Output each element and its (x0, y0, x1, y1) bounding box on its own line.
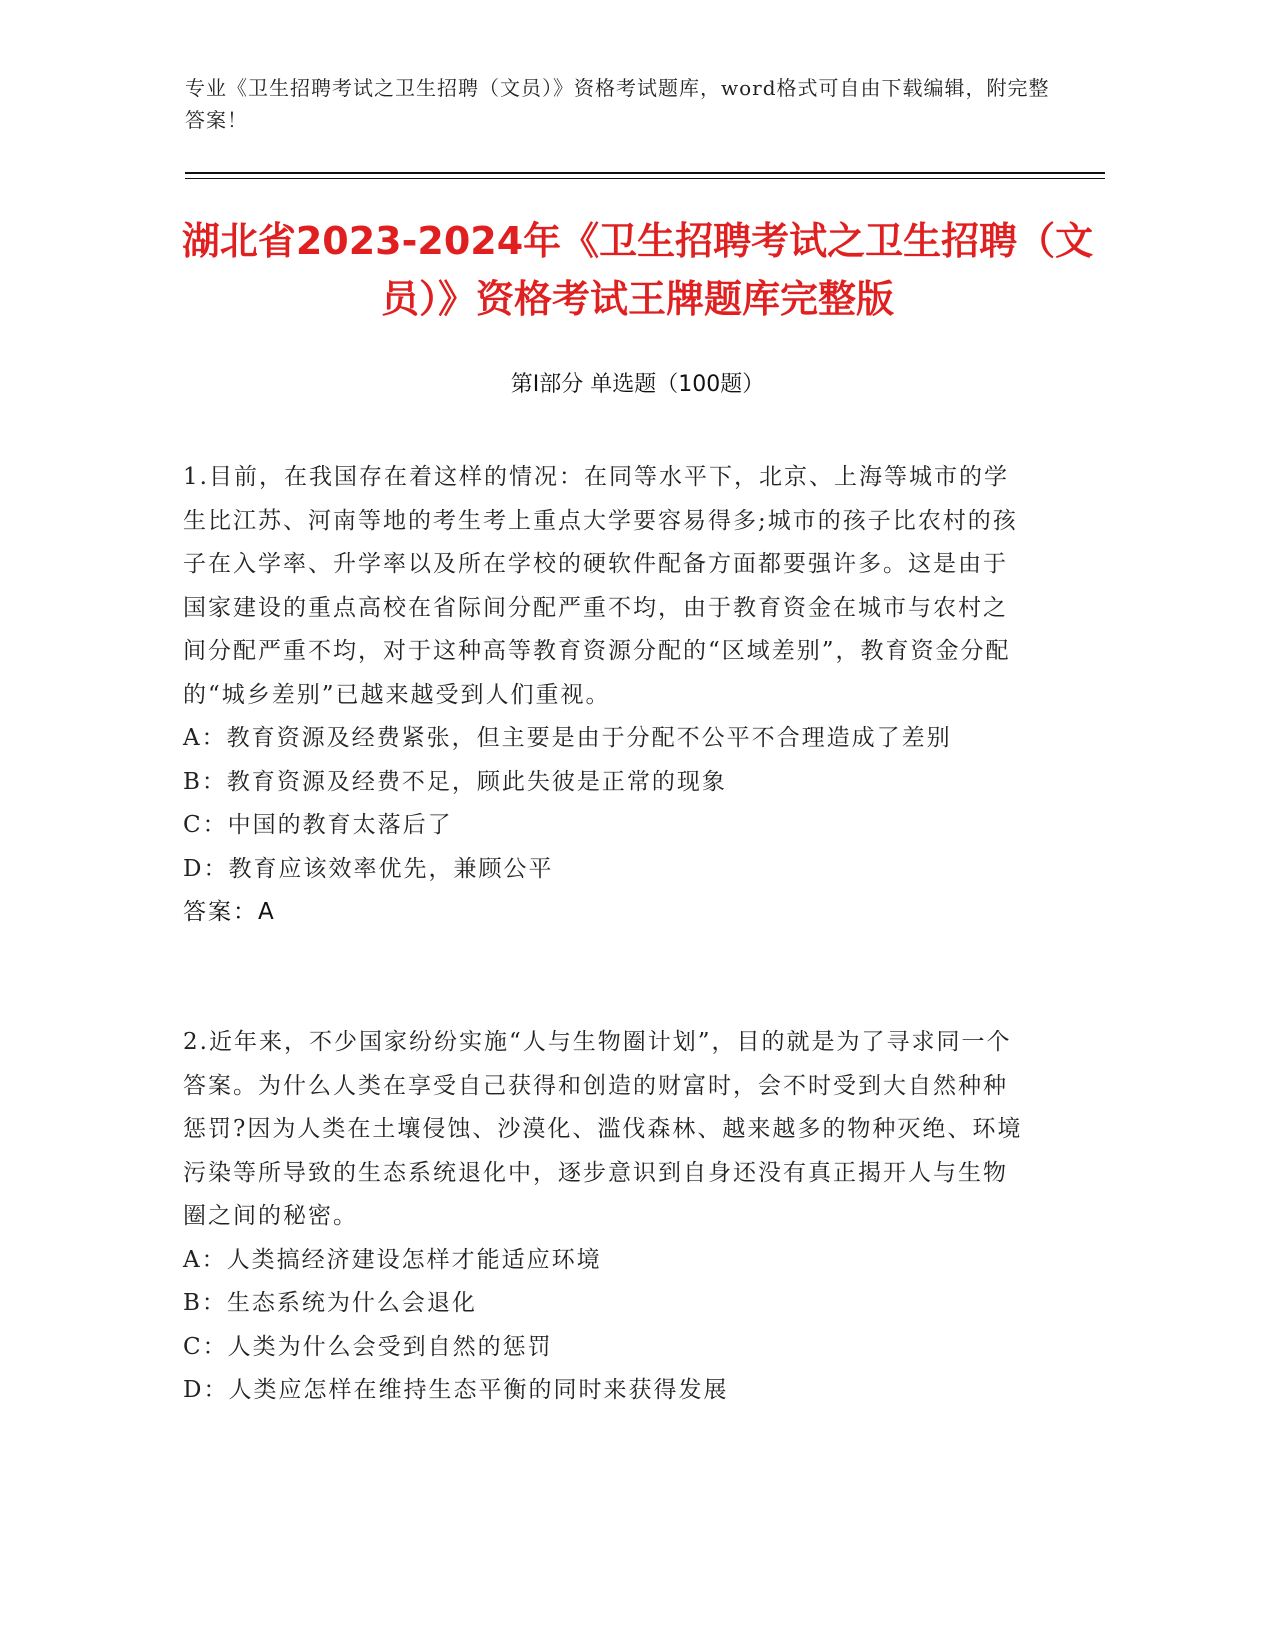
document-title: 湖北省2023-2024年《卫生招聘考试之卫生招聘（文员）》资格考试王牌题库完整版 (181, 219, 1094, 321)
question-block (183, 1021, 1023, 1413)
option-c: C：中国的教育太落后了 (183, 812, 453, 838)
option-b: B：教育资源及经费不足，顾此失彼是正常的现象 (183, 768, 727, 795)
section-heading: 第Ⅰ部分 单选题（100题） (510, 372, 765, 397)
option-c: C：人类为什么会受到自然的惩罚 (183, 1333, 553, 1360)
header-divider-thin (185, 178, 1105, 179)
option-d: D：人类应怎样在维持生态平衡的同时来获得发展 (183, 1377, 729, 1403)
header-divider-thick (185, 172, 1105, 174)
question-block (183, 456, 1023, 935)
option-a: A：教育资源及经费紧张，但主要是由于分配不公平不合理造成了差别 (183, 725, 952, 751)
option-b: B：生态系统为什么会退化 (183, 1290, 477, 1316)
option-a: A：人类搞经济建设怎样才能适应环境 (183, 1246, 602, 1273)
question-text: 1.目前，在我国存在着这样的情况：在同等水平下，北京、上海等城市的学生比江苏、河南等地的考生考上重点大学要容易得多;城市的孩子比农村的孩子在入学率、升学率以及所在学校的硬软件配备方面都要强许多。这是由于国家建设的重点高校在省际间分配严重不均，由于教育资金在城市与农村之间分配严重不均，对于这种高等教育资源分配的“区域差别”，教育资金分配的“城乡差别”已越来越受到人们重视。 (183, 464, 1018, 708)
header-note: 专业《卫生招聘考试之卫生招聘（文员）》资格考试题库，word格式可自由下载编辑，附完整答案！ (185, 76, 1050, 132)
answer-label: 答案：A (183, 899, 276, 925)
question-text: 2.近年来，不少国家纷纷实施“人与生物圈计划”，目的就是为了寻求同一个答案。为什么人类在享受自己获得和创造的财富时，会不时受到大自然种种惩罚?因为人类在土壤侵蚀、沙漠化、滥伐森林、越来越多的物种灭绝、环境污染等所导致的生态系统退化中，逐步意识到自身还没有真正揭开人与生物圈之间的秘密。 (183, 1029, 1023, 1229)
option-d: D：教育应该效率优先，兼顾公平 (183, 855, 554, 882)
